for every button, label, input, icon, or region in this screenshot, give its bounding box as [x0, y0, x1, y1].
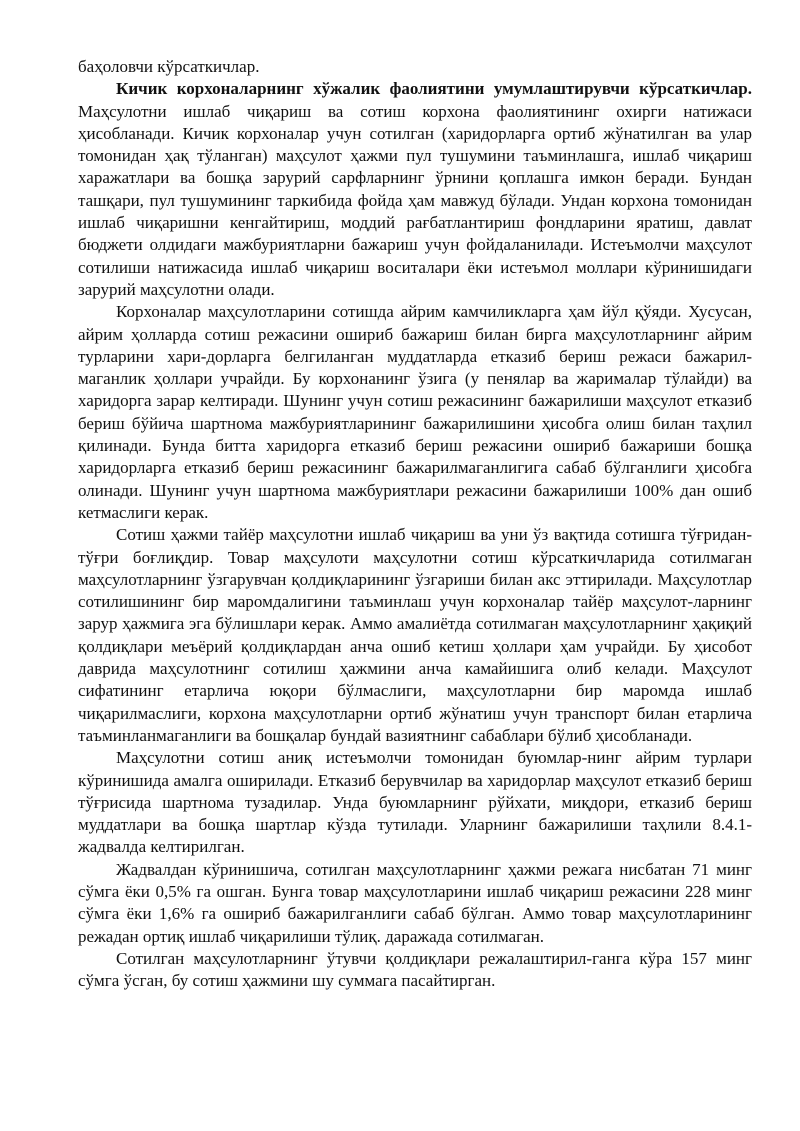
document-page: [78, 56, 752, 992]
paragraph-5: Жадвалдан кўринишича, сотилган маҳсулотларнинг ҳажми режага нисбатан 71 минг сўмга ёки 0,5% га ошган. Бунга товар маҳсулотларини ишлаб чиқариш режасини 228 минг сўмга ёки 1,6% га ошириб бажарилганлиги сабаб бўлган. Аммо товар маҳсулотларининг режадан ортиқ ишлаб чиқарилиши тўлиқ. даражада сотилмаган.: [78, 859, 752, 946]
paragraph-1: [78, 78, 752, 301]
paragraph-2: Корхоналар маҳсулотларини сотишда айрим камчиликларга ҳам йўл қўяди. Хусусан, айрим ҳолларда сотиш режасини ошириб бажариш билан бирга маҳсулотларнинг айрим турларини хари-дорларга белгиланган муддатларда етказиб бериш режаси бажарил-маганлик ҳоллари учрайди. Бу корхонанинг ўзига (у пенялар ва жарималар тўлайди) ва харидорга зарар келтиради. Шунинг учун сотиш режасининг бажарилиши маҳсулот етказиб бериш бўйича шартнома мажбуриятларининг бажарилишини ҳисобга олиш билан таҳлил қилинади. Бунда битта харидорга етказиб бериш режасини ошириб бажариши бошқа харидорларга етказиб бериш режасининг бажарилмаганлигига сабаб бўлганлиги ҳисобга олинади. Шунинг учун шартнома мажбуриятлари режасини бажарилиши 100% дан ошиб кетмаслиги керак.: [78, 302, 752, 522]
continuation-line: баҳоловчи кўрсаткичлар.: [78, 57, 260, 76]
paragraph-3: Сотиш ҳажми тайёр маҳсулотни ишлаб чиқариш ва уни ўз вақтида сотишга тўғридан-тўғри боғлиқдир. Товар маҳсулоти маҳсулотни сотиш кўрсаткичларида сотилмаган маҳсулотларнинг ўзгарувчан қолдиқларининг ўзгариши билан акс эттирилади. Маҳсулотлар сотилишининг бир маромдалигини таъминлаш учун корхоналар тайёр маҳсулот-ларнинг зарур ҳажмига эга бўлишлари керак. Аммо амалиётда сотилмаган маҳсулотларнинг ҳақиқий қолдиқлари меъёрий қолдиқлардан анча ошиб кетиш ҳоллари ҳам учрайди. Бу ҳисобот даврида маҳсулотнинг сотилиш ҳажмини анча камайишига олиб келади. Маҳсулот сифатининг етарлича юқори бўлмаслиги, маҳсулотларни бир маромда ишлаб чиқарилмаслиги, корхона маҳсулотларни ортиб жўнатиш учун транспорт билан етарлича таъминланмаганлиги ва бошқалар бундай вазиятнинг сабаблари бўлиб ҳисобланади.: [78, 525, 752, 745]
paragraph-6: Сотилган маҳсулотларнинг ўтувчи қолдиқлари режалаштирил-ганга кўра 157 минг сўмга ўсган, бу сотиш ҳажмини шу суммага пасайтирган.: [78, 948, 752, 991]
paragraph-4: Маҳсулотни сотиш аниқ истеъмолчи томонидан буюмлар-нинг айрим турлари кўринишида амалга оширилади. Етказиб берувчилар ва харидорлар маҳсулот етказиб бериш тўғрисида шартнома тузадилар. Унда буюмларнинг рўйхати, миқдори, етказиб бериш муддатлари ва бошқа шартлар кўзда тутилади. Уларнинг бажарилиши таҳлили 8.4.1-жадвалда келтирилган.: [78, 748, 752, 857]
section-heading: Кичик корхоналарнинг хўжалик фаолиятини умумлаштирувчи кўрсаткичлар.: [116, 79, 752, 99]
paragraph-1-text: Маҳсулотни ишлаб чиқариш ва сотиш корхона фаолиятининг охирги натижаси ҳисобланади. Кичик корхоналар учун сотилган (харидорларга ортиб жўнатилган ва улар томонидан ҳақ тўланган) маҳсулот ҳажми пул тушумини таъминлашга, ишлаб чиқариш харажатлари ва бошқа зарурий сарфларнинг ўрнини қоплашга имкон беради. Бундан ташқари, пул тушумининг таркибида фойда ҳам мавжуд бўлади. Ундан корхона томонидан ишлаб чиқаришни кенгайтириш, моддий рағбатлантириш фондларини яратиш, давлат бюджети олдидаги мажбуриятларни бажариш учун фойдаланилади. Истеъмолчи маҳсулот сотилиши натижасида ишлаб чиқариш воситалари ёки истеъмол моллари кўринишидаги зарурий маҳсулотни олади.: [78, 101, 752, 299]
